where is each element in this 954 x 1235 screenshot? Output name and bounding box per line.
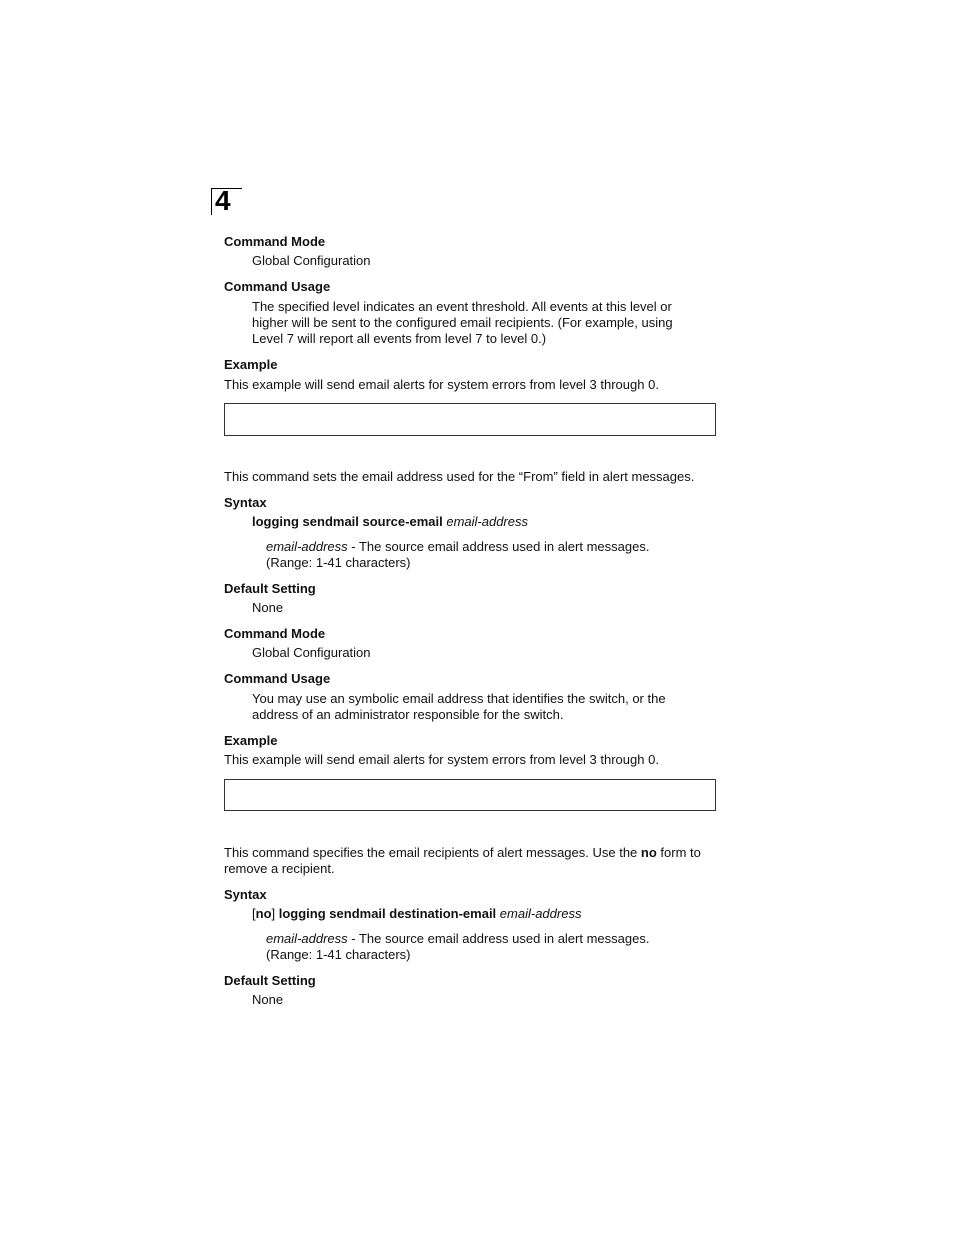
example-heading: Example (224, 733, 278, 748)
example-heading: Example (224, 357, 278, 372)
description-text: This command specifies the email recipients of alert messages. Use the (224, 845, 641, 860)
command-usage-line: higher will be sent to the configured email recipients. (For example, using (252, 315, 673, 330)
parameter-name: email-address (266, 931, 348, 946)
command-mode-heading: Command Mode (224, 626, 326, 641)
command-usage-heading: Command Usage (224, 671, 331, 686)
syntax-line (252, 906, 581, 922)
command-usage-line: Level 7 will report all events from level 7 to level 0.) (252, 331, 547, 346)
syntax-heading: Syntax (224, 495, 267, 510)
syntax-heading: Syntax (224, 887, 267, 902)
default-setting-heading: Default Setting (224, 973, 316, 988)
default-setting-heading: Default Setting (224, 581, 316, 596)
syntax-no-keyword: no (255, 906, 272, 921)
command-usage-heading: Command Usage (224, 279, 331, 294)
parameter-range: (Range: 1-41 characters) (266, 555, 411, 570)
parameter-range: (Range: 1-41 characters) (266, 947, 411, 962)
parameter-description (266, 931, 649, 947)
example-code-box (224, 779, 716, 811)
default-setting-value: None (252, 600, 284, 615)
default-setting-value: None (252, 992, 284, 1007)
chapter-marker (211, 185, 242, 216)
command-usage-line: The specified level indicates an event threshold. All events at this level or (252, 299, 672, 314)
syntax-line (252, 514, 528, 530)
description-no-keyword: no (640, 845, 657, 860)
syntax-parameter: email-address (499, 906, 582, 921)
example-text: This example will send email alerts for system errors from level 3 through 0. (224, 752, 659, 767)
syntax-bracket-open: [ (252, 906, 256, 921)
syntax-bracket-close: ] (271, 906, 279, 921)
syntax-command: logging sendmail source-email (252, 514, 443, 529)
command-mode-value: Global Configuration (252, 645, 371, 660)
parameter-name: email-address (266, 539, 348, 554)
chapter-number: 4 (215, 185, 231, 216)
command-description: This command sets the email address used for the “From” field in alert messages. (224, 469, 695, 484)
syntax-parameter: email-address (446, 514, 528, 529)
command-usage-line: address of an administrator responsible for the switch. (252, 707, 564, 722)
command-usage-line: You may use an symbolic email address that identifies the switch, or the (252, 691, 666, 706)
command-mode-value: Global Configuration (252, 253, 371, 268)
example-text: This example will send email alerts for system errors from level 3 through 0. (224, 377, 659, 392)
parameter-text: - The source email address used in alert messages. (347, 539, 650, 554)
example-code-box (224, 403, 716, 436)
description-text: form to (656, 845, 701, 860)
command-description-line: remove a recipient. (224, 861, 335, 876)
parameter-description (266, 539, 649, 555)
parameter-text: - The source email address used in alert messages. (347, 931, 650, 946)
command-description (224, 845, 701, 861)
command-mode-heading: Command Mode (224, 234, 326, 249)
syntax-command: logging sendmail destination-email (278, 906, 497, 921)
